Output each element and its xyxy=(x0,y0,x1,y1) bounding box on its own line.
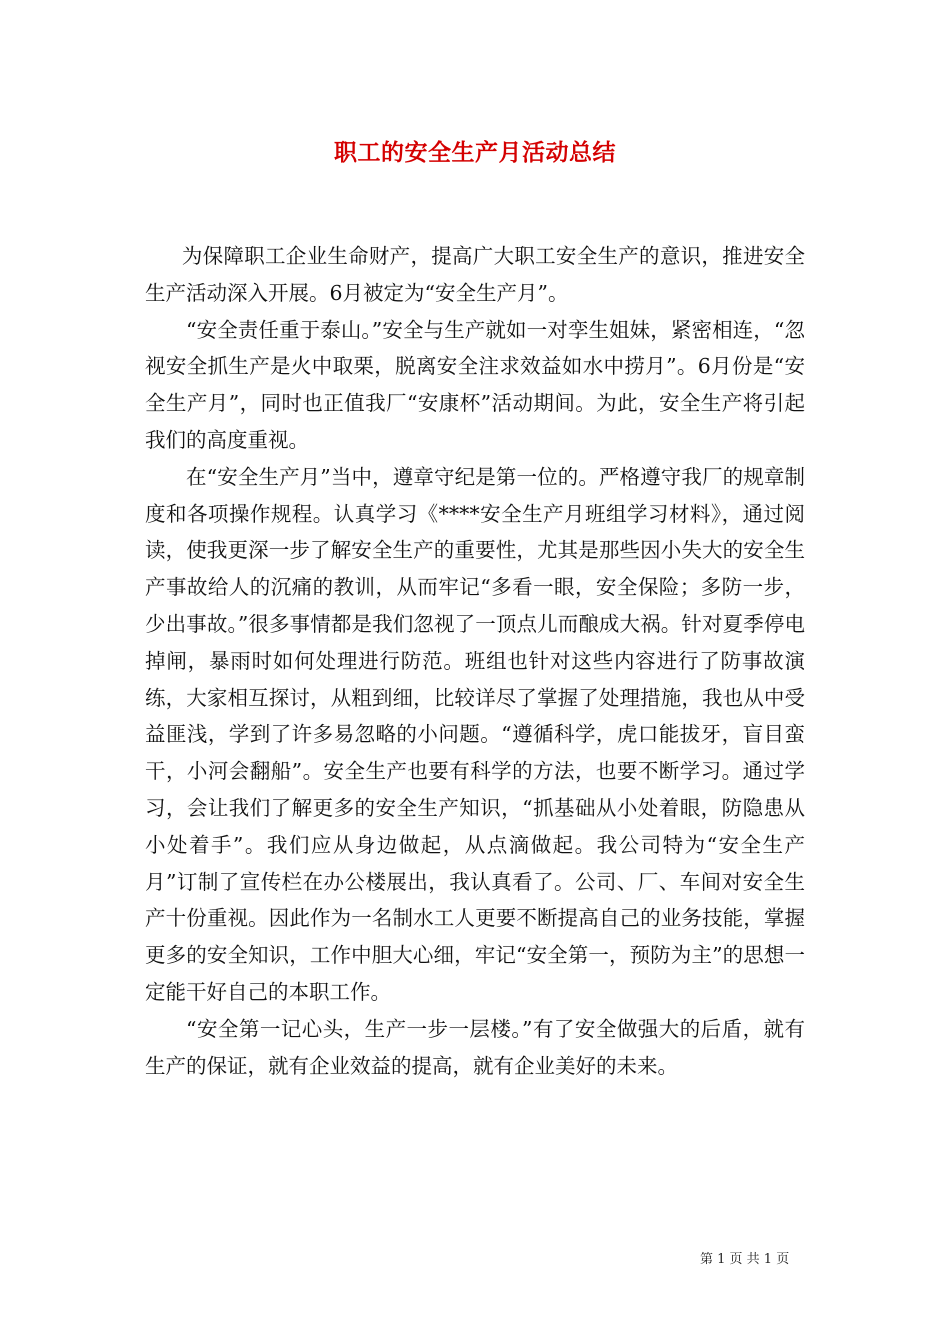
paragraph-3: 在“安全生产月”当中，遵章守纪是第一位的。严格遵守我厂的规章制度和各项操作规程。认真学习《****安全生产月班组学习材料》，通过阅读，使我更深一步了解安全生产的重要性，尤其是那些因小失大的安全生产事故给人的沉痛的教训，从而牢记“多看一眼，安全保险；多防一步，少出事故。”很多事情都是我们忽视了一顶点儿而酿成大祸。针对夏季停电掉闸，暴雨时如何处理进行防范。班组也针对这些内容进行了防事故演练，大家相互探讨，从粗到细，比较详尽了掌握了处理措施，我也从中受益匪浅，学到了许多易忽略的小问题。“遵循科学，虎口能拔牙，盲目蛮干，小河会翻船”。安全生产也要有科学的方法，也要不断学习。通过学习，会让我们了解更多的安全生产知识，“抓基础从小处着眼，防隐患从小处着手”。我们应从身边做起，从点滴做起。我公司特为“安全生产月”订制了宣传栏在办公楼展出，我认真看了。公司、厂、车间对安全生产十份重视。因此作为一名制水工人更要不断提高自己的业务技能，掌握更多的安全知识，工作中胆大心细，牢记“安全第一，预防为主”的思想一定能干好自己的本职工作。 xyxy=(145,464,805,1004)
paragraph-2: “安全责任重于泰山。”安全与生产就如一对孪生姐妹，紧密相连，“忽视安全抓生产是火中取栗，脱离安全注求效益如水中捞月”。6月份是“安全生产月”，同时也正值我厂“安康杯”活动期间。为此，安全生产将引起我们的高度重视。 xyxy=(145,317,805,452)
paragraph-4: “安全第一记心头，生产一步一层楼。”有了安全做强大的后盾，就有生产的保证，就有企业效益的提高，就有企业美好的未来。 xyxy=(145,1016,805,1078)
page-number: 第 1 页 共 1 页 xyxy=(700,1252,790,1267)
document-title: 职工的安全生产月活动总结 xyxy=(334,139,616,166)
document-body xyxy=(145,238,805,1084)
paragraph-1: 为保障职工企业生命财产，提高广大职工安全生产的意识，推进安全生产活动深入开展。6月被定为“安全生产月”。 xyxy=(145,244,805,305)
